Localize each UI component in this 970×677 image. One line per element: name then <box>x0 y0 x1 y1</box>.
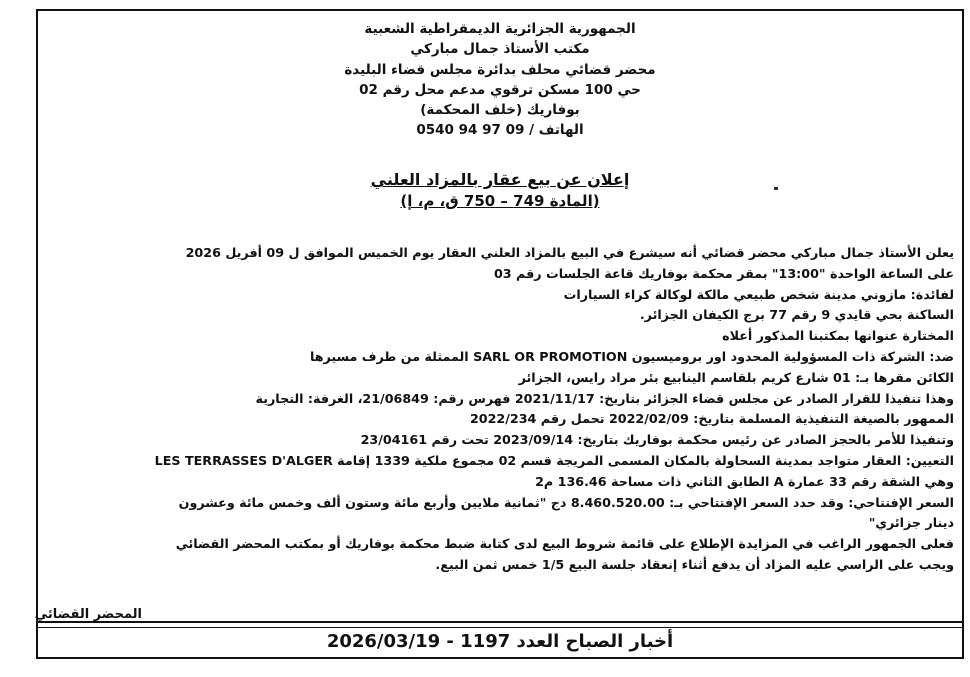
body-line: وهذا تنفيذا للقرار الصادر عن مجلس قضاء الجزائر بتاريخ: 2021/11/17 فهرس رقم: 21/06849، الغرفة: التجارية <box>255 390 954 406</box>
body-line: وهي الشقة رقم 33 عمارة A الطابق الثاني ذات مساحة 136.46 م2 <box>535 473 954 489</box>
notice-page <box>4 3 966 669</box>
body-line: يعلن الأستاذ جمال مباركي محضر قضائي أنه سيشرع في البيع بالمزاد العلني العقار يوم الخميس الموافق ل 09 أفريل 2026 <box>185 245 954 260</box>
body-line: ويجب على الراسي عليه المزاد أن يدفع أثناء إنعقاد جلسة البيع 1/5 خمس ثمن البيع. <box>435 556 954 572</box>
header-address: حي 100 مسكن ترقوي مدعم محل رقم 02 <box>359 81 641 98</box>
signature-label: المحضر القضائي <box>34 607 142 622</box>
body-line: الساكنة بحي قايدي 9 رقم 77 برج الكيفان الجزائر. <box>639 307 954 323</box>
notice-frame <box>36 9 964 623</box>
newspaper-footer <box>36 623 964 659</box>
header-bailiff: محضر قضائي محلف بدائرة مجلس قضاء البليدة <box>344 61 656 78</box>
body-line: فعلى الجمهور الراغب في المزايدة الإطلاع على قائمة شروط البيع لدى كتابة ضبط محكمة بوفاريك أو بمكتب المحضر القضائي <box>175 536 954 552</box>
body-line: وتنفيذا للأمر بالحجز الصادر عن رئيس محكمة بوفاريك بتاريخ: 2023/09/14 تحت رقم 23/04161 <box>360 432 954 448</box>
body-line: لفائدة: مازوني مدينة شخص طبيعي مالكة لوكالة كراء السيارات <box>563 286 954 302</box>
footer-issue: أخبار الصباح العدد 1197 - 2026/03/19 <box>326 631 674 652</box>
body-line: ضد: الشركة ذات المسؤولية المحدود اور بروميسيون SARL OR PROMOTION الممثلة من طرف مسيرها <box>309 348 954 364</box>
notice-title <box>38 169 962 211</box>
body-line: دينار جزائري" <box>868 515 954 531</box>
ink-speck <box>774 187 778 190</box>
title-main: إعلان عن بيع عقار بالمزاد العلني <box>370 170 630 189</box>
header-office: مكتب الأستاذ جمال مباركي <box>410 41 590 58</box>
body-line: على الساعة الواحدة "13:00" بمقر محكمة بوفاريك قاعة الجلسات رقم 03 <box>493 265 954 281</box>
header-phone: الهاتف / 09 97 94 0540 <box>416 122 584 139</box>
header-city: بوفاريك (خلف المحكمة) <box>420 102 580 119</box>
header-republic: الجمهورية الجزائرية الديمقراطية الشعبية <box>364 21 636 37</box>
body-line: السعر الإفتتاحي: وقد حدد السعر الإفتتاحي بـ: 8.460.520.00 دج "ثمانية ملايين وأربع مائة وستون ألف وخمس مائة وعشرون <box>178 494 954 510</box>
body-line: الممهور بالصيغة التنفيذية المسلمة بتاريخ: 2022/02/09 تحمل رقم 2022/234 <box>469 411 954 427</box>
notice-body <box>44 243 954 576</box>
title-sub: (المادة 749 – 750 ق، م، إ) <box>400 192 600 210</box>
body-line: التعيين: العقار متواجد بمدينة السحاولة بالمكان المسمى المريجة قسم 02 مجموع ملكية 1339 إقامة LES TERRASSES D'ALGER <box>154 452 954 468</box>
body-line: المختارة عنوانها بمكتبنا المذكور أعلاه <box>722 328 954 344</box>
office-header <box>38 19 962 141</box>
body-line: الكائن مقرها بـ: 01 شارع كريم بلقاسم الينابيع بئر مراد رايس، الجزائر <box>518 369 954 385</box>
footer-rule <box>38 627 962 628</box>
